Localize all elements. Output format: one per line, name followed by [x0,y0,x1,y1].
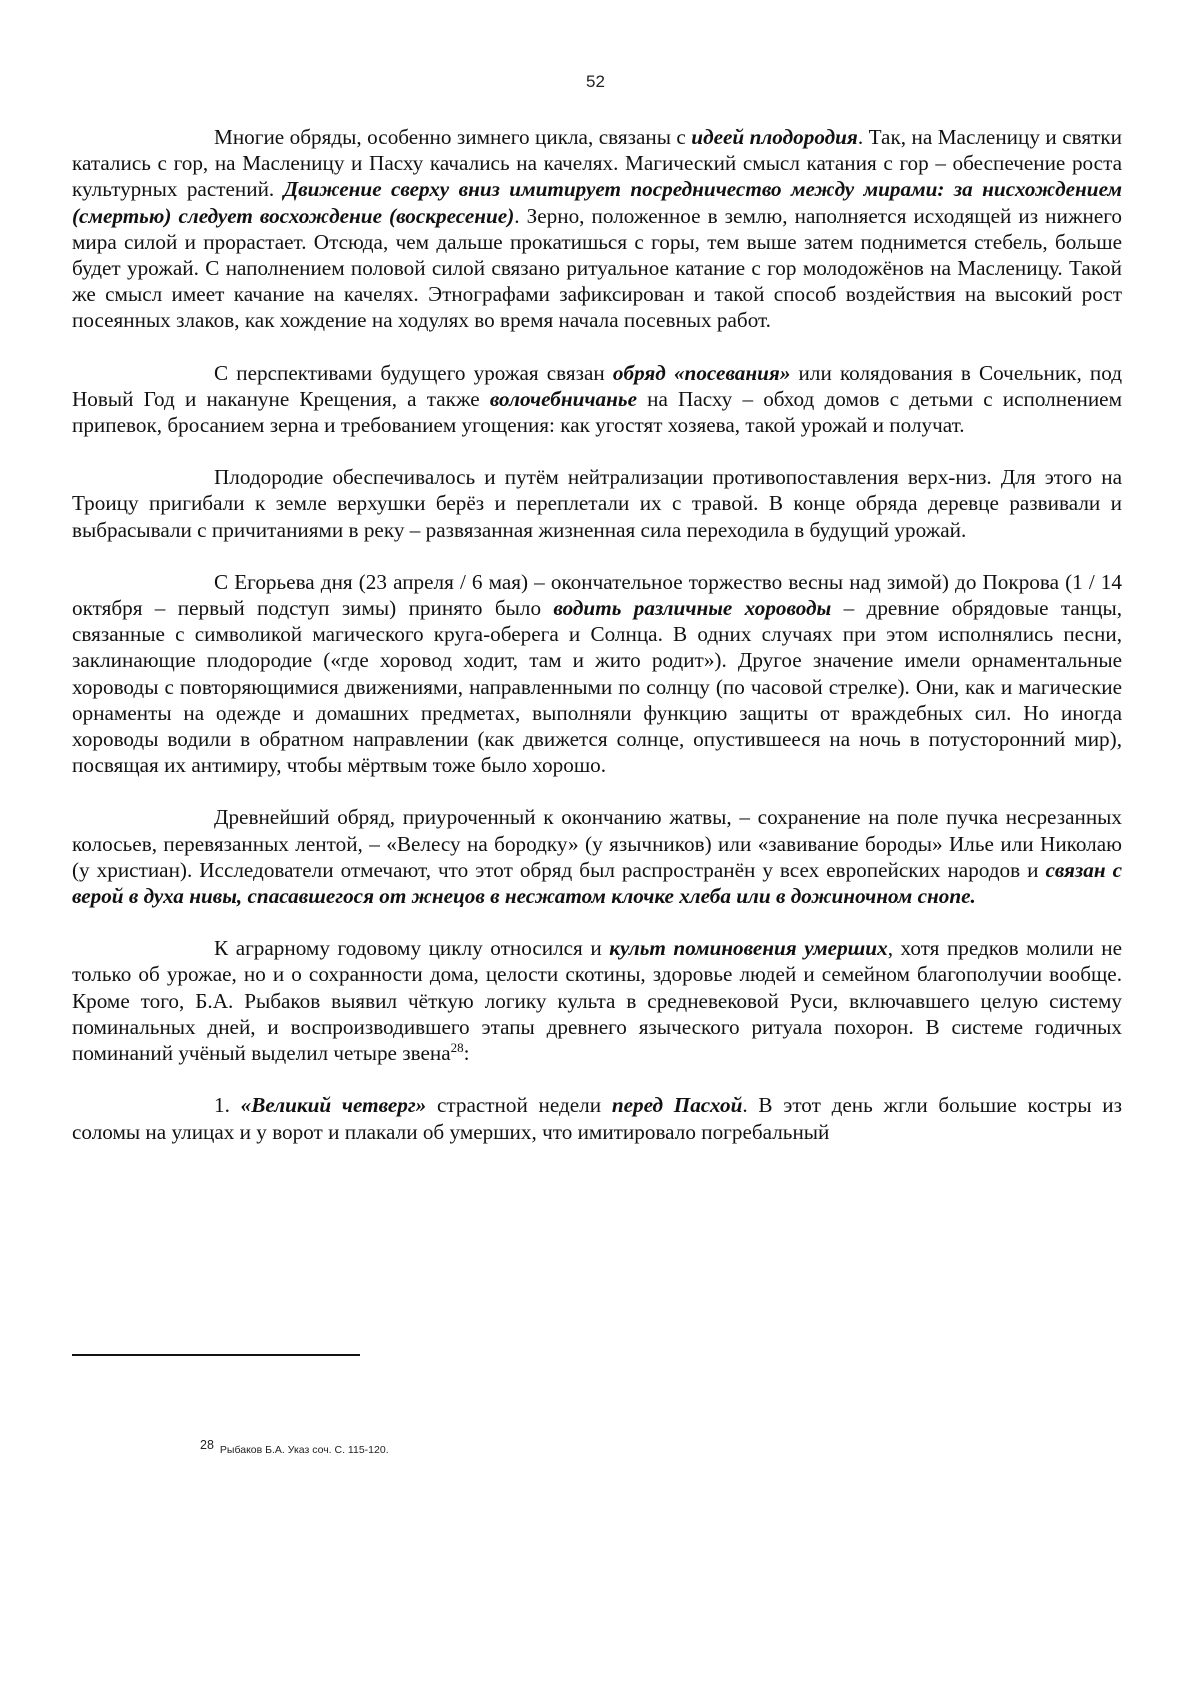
paragraph [72,1092,1122,1144]
paragraph [72,935,1122,1066]
text-run: , хотя предков молили не только об урожае, но и о сохранности дома, целости скотины, здоровье людей и семейном благополучии вообще. Кроме того, Б.А. Рыбаков выявил чёткую логику культа в средневековой Руси, включавшего целую систему поминальных дней, и воспроизводившего этапы древнего языческого ритуала похорон. В системе годичных поминаний учёный выделил четыре звена [72,936,1122,1066]
footnote [200,1438,389,1456]
footnote-text: Рыбаков Б.А. Указ соч. С. 115-120. [219,1444,389,1456]
text-run: 1. [214,1093,241,1118]
emphasis-text: перед Пасхой [611,1093,743,1118]
emphasis-text: связан с верой в духа нивы, спасавшегося от жнецов в несжатом клочке хлеба или в дожиночном снопе. [72,857,1122,909]
paragraph [72,569,1122,779]
paragraph [72,464,1122,543]
paragraph [72,804,1122,909]
footnote-divider [72,1354,360,1356]
text-run: К аграрному годовому циклу относился и [214,936,610,961]
page-number: 52 [586,72,605,91]
text-run: . Зерно, положенное в землю, наполняется исходящей из нижнего мира силой и прорастает. Отсюда, чем дальше прокатишься с горы, тем выше затем поднимется стебель, больше будет урожай. С наполнением половой силой связано ритуальное катание с гор молодожёнов на Масленицу. Такой же смысл имеет качание на качелях. Этнографами зафиксирован и такой способ воздействия на высокий рост посеянных злаков, как хождение на ходулях во время начала посевных работ. [72,203,1122,333]
emphasis-text: обряд «посевания» [612,360,791,385]
emphasis-text: Движение сверху вниз имитирует посредничество между мирами: за нисхождением (смертью) следует восхождение (воскресение) [72,177,1122,228]
text-run: С Егорьева дня (23 апреля / 6 мая) – окончательное торжество весны над зимой) до Покрова (1 / 14 октября – первый подступ зимы) принято было [72,569,1122,621]
paragraph [72,360,1122,439]
text-run: или колядования в Сочельник, под Новый Год и накануне Крещения, а также [72,360,1122,411]
body-text [72,124,1122,1145]
text-run: С перспективами будущего урожая связан [214,360,613,385]
footnote-number: 28 [200,1438,214,1452]
text-run: страстной недели [426,1093,612,1118]
emphasis-text: культ поминовения умерших [609,936,888,961]
text-run: : [463,1041,470,1066]
text-run: Многие обряды, особенно зимнего цикла, связаны с [214,125,692,149]
text-run: Плодородие обеспечивалось и путём нейтрализации противопоставления верх-низ. Для этого на Троицу пригибали к земле верхушки берёз и переплетали их с травой. В конце обряда деревце развивали и выбрасывали с причитаниями в реку – развязанная жизненная сила переходила в будущий урожай. [72,465,1122,542]
emphasis-text: волочебничанье [489,386,637,411]
text-run: . В этот день жгли большие костры из соломы на улицах и у ворот и плакали об умерших, что имитировало погребальный [72,1093,1122,1144]
footnote-ref: 28 [450,1040,464,1056]
text-run: – древние обрядовые танцы, связанные с символикой магического круга-оберега и Солнца. В одних случаях при этом исполнялись песни, заклинающие плодородие («где хоровод ходит, там и жито родит»). Другое значение имели орнаментальные хороводы с повторяющимися движениями, направленными по солнцу (по часовой стрелке). Они, как и магические орнаменты на одежде и домашних предметах, выполняли функцию защиты от враждебных сил. Но иногда хороводы водили в обратном направлении (как движется солнце, опустившееся на ночь в потусторонний мир), посвящая их антимиру, чтобы мёртвым тоже было хорошо. [72,596,1122,778]
paragraph [72,124,1122,334]
emphasis-text: водить различные хороводы [553,596,832,621]
emphasis-text: «Великий четверг» [240,1093,427,1118]
text-run: . Так, на Масленицу и святки катались с гор, на Масленицу и Пасху качались на качелях. Магический смысл катания с гор – обеспечение роста культурных растений. [72,125,1122,202]
text-run: на Пасху – обход домов с детьми с исполнением припевок, бросанием зерна и требованием угощения: как угостят хозяева, такой урожай и получат. [72,386,1122,438]
emphasis-text: идеей плодородия [691,125,858,149]
text-run: Древнейший обряд, приуроченный к окончанию жатвы, – сохранение на поле пучка несрезанных колосьев, перевязанных лентой, – «Велесу на бородку» (у язычников) или «завивание бороды» Илье или Николаю (у христиан). Исследователи отмечают, что этот обряд был распространён у всех европейских народов и [72,805,1122,882]
